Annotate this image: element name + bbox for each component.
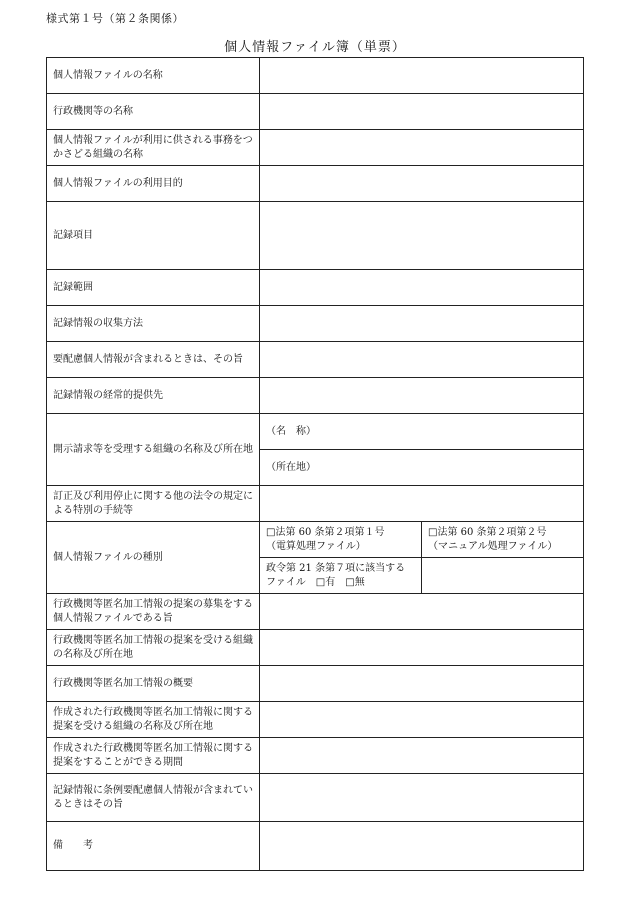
table-row [47, 94, 584, 130]
table-row [47, 378, 584, 414]
row-value-field[interactable] [260, 702, 584, 738]
row-value-field[interactable] [260, 666, 584, 702]
table-row [47, 306, 584, 342]
page-title: 個人情報ファイル簿（単票） [224, 40, 406, 55]
row-label: 行政機関等の名称 [47, 94, 260, 130]
option-sublabel: （マニュアル処理ファイル） [428, 540, 558, 552]
option-label: □法第 60 条第２項第２号 [428, 526, 547, 538]
remarks-field[interactable] [260, 822, 584, 871]
table-row [47, 202, 584, 270]
personal-info-file-register-table [46, 57, 584, 871]
row-value-field[interactable] [260, 486, 584, 522]
row-label: 行政機関等匿名加工情報の提案の募集をする個人情報ファイルである旨 [47, 594, 260, 630]
row-value-field[interactable] [260, 342, 584, 378]
table-row [47, 702, 584, 738]
table-row [47, 594, 584, 630]
row-label: 個人情報ファイルの種別 [47, 522, 260, 594]
row-label: 行政機関等匿名加工情報の提案を受ける組織の名称及び所在地 [47, 630, 260, 666]
row-label: 記録範囲 [47, 270, 260, 306]
row-value-field[interactable] [260, 774, 584, 822]
table-row [47, 666, 584, 702]
row-label: 記録情報の経常的提供先 [47, 378, 260, 414]
option-label: □法第 60 条第２項第１号 [266, 526, 385, 538]
table-row [47, 774, 584, 822]
table-row [47, 130, 584, 166]
row-label: 備考 [47, 822, 260, 871]
seirei-choice: ファイル □有 □無 [266, 576, 365, 588]
row-label: 記録情報に条例要配慮個人情報が含まれているときはその旨 [47, 774, 260, 822]
row-value-field[interactable] [260, 378, 584, 414]
row-label: 個人情報ファイルが利用に供される事務をつかさどる組織の名称 [47, 130, 260, 166]
row-label: 開示請求等を受理する組織の名称及び所在地 [47, 414, 260, 486]
row-label: 個人情報ファイルの利用目的 [47, 166, 260, 202]
table-row [47, 822, 584, 871]
row-value-field[interactable] [260, 58, 584, 94]
row-label: 記録情報の収集方法 [47, 306, 260, 342]
row-value-field[interactable] [260, 166, 584, 202]
row-label: 行政機関等匿名加工情報の概要 [47, 666, 260, 702]
table-row [47, 270, 584, 306]
row-value-field[interactable] [260, 130, 584, 166]
option-sublabel: （電算処理ファイル） [266, 540, 366, 552]
empty-cell [422, 558, 584, 594]
table-row [47, 630, 584, 666]
row-value-field[interactable] [260, 594, 584, 630]
row-label: 個人情報ファイルの名称 [47, 58, 260, 94]
row-value-field[interactable] [260, 202, 584, 270]
form-number: 様式第１号（第２条関係） [46, 12, 184, 25]
table-row [47, 486, 584, 522]
table-row [47, 166, 584, 202]
file-type-option-electronic[interactable] [260, 522, 422, 558]
row-value-field[interactable] [260, 738, 584, 774]
row-value-field[interactable] [260, 630, 584, 666]
contact-name-field[interactable]: （名 称） [260, 414, 584, 450]
seirei-label: 政令第 21 条第７項に該当する [266, 562, 406, 574]
table-row [47, 58, 584, 94]
row-label: 訂正及び利用停止に関する他の法令の規定による特別の手続等 [47, 486, 260, 522]
row-value-field[interactable] [260, 94, 584, 130]
table-row [47, 522, 584, 558]
row-label: 作成された行政機関等匿名加工情報に関する提案をすることができる期間 [47, 738, 260, 774]
row-value-field[interactable] [260, 306, 584, 342]
row-value-field[interactable] [260, 270, 584, 306]
seirei-applicability[interactable] [260, 558, 422, 594]
row-label: 作成された行政機関等匿名加工情報に関する提案を受ける組織の名称及び所在地 [47, 702, 260, 738]
file-type-option-manual[interactable] [422, 522, 584, 558]
contact-address-field[interactable]: （所在地） [260, 450, 584, 486]
row-label: 記録項目 [47, 202, 260, 270]
row-label: 要配慮個人情報が含まれるときは、その旨 [47, 342, 260, 378]
table-row [47, 738, 584, 774]
table-row [47, 414, 584, 450]
table-row [47, 342, 584, 378]
